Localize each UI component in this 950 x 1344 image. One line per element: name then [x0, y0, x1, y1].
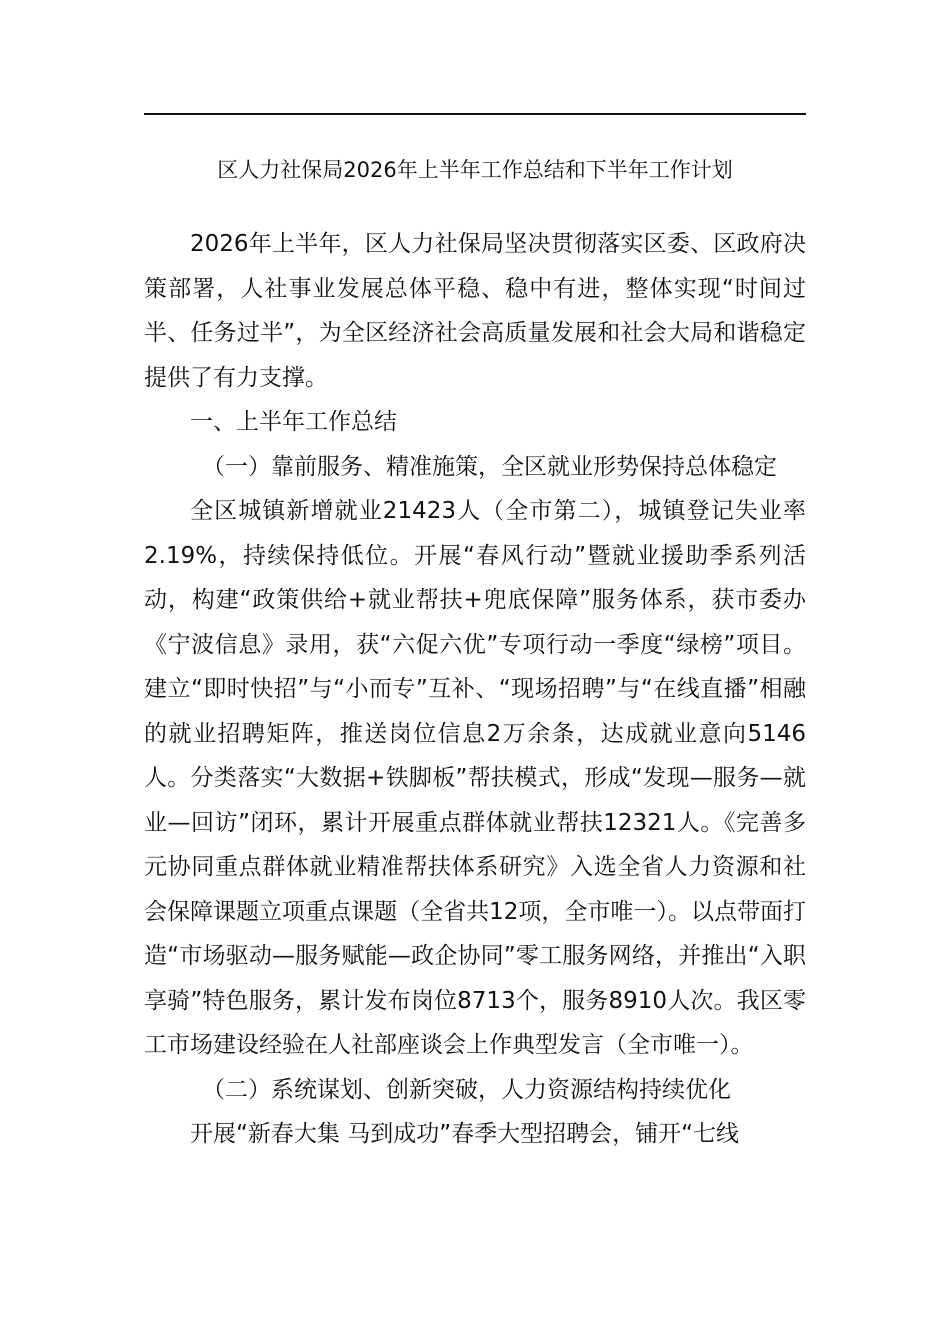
subsection-heading-1: （一）靠前服务、精准施策，全区就业形势保持总体稳定: [202, 453, 777, 480]
section-heading-1: 一、上半年工作总结: [190, 409, 397, 435]
document-title: 区人力社保局2026年上半年工作总结和下半年工作计划: [217, 158, 733, 182]
header-rule: [144, 113, 806, 115]
intro-paragraph: 2026年上半年，区人力社保局坚决贯彻落实区委、区政府决策部署，人社事业发展总体平稳、稳中有进，整体实现“时间过半、任务过半”，为全区经济社会高质量发展和社会大局和谐稳定提供了有力支撑。: [144, 231, 806, 391]
document-body: [144, 222, 806, 1157]
subsection-heading-2: （二）系统谋划、创新突破，人力资源结构持续优化: [202, 1076, 731, 1103]
recruitment-paragraph: 开展“新春大集 马到成功”春季大型招聘会，铺开“七线: [190, 1121, 740, 1147]
employment-paragraph: 全区城镇新增就业21423人（全市第二），城镇登记失业率2.19%，持续保持低位。开展“春风行动”暨就业援助季系列活动，构建“政策供给+就业帮扶+兜底保障”服务体系，获市委办《宁波信息》录用，获“六促六优”专项行动一季度“绿榜”项目。建立“即时快招”与“小而专”互补、“现场招聘”与“在线直播”相融的就业招聘矩阵，推送岗位信息2万余条，达成就业意向5146人。分类落实“大数据+铁脚板”帮扶模式，形成“发现—服务—就业—回访”闭环，累计开展重点群体就业帮扶12321人。《完善多元协同重点群体就业精准帮扶体系研究》入选全省人力资源和社会保障课题立项重点课题（全省共12项，全市唯一）。以点带面打造“市场驱动—服务赋能—政企协同”零工服务网络，并推出“入职享骑”特色服务，累计发布岗位8713个，服务8910人次。我区零工市场建设经验在人社部座谈会上作典型发言（全市唯一）。: [144, 498, 806, 1058]
